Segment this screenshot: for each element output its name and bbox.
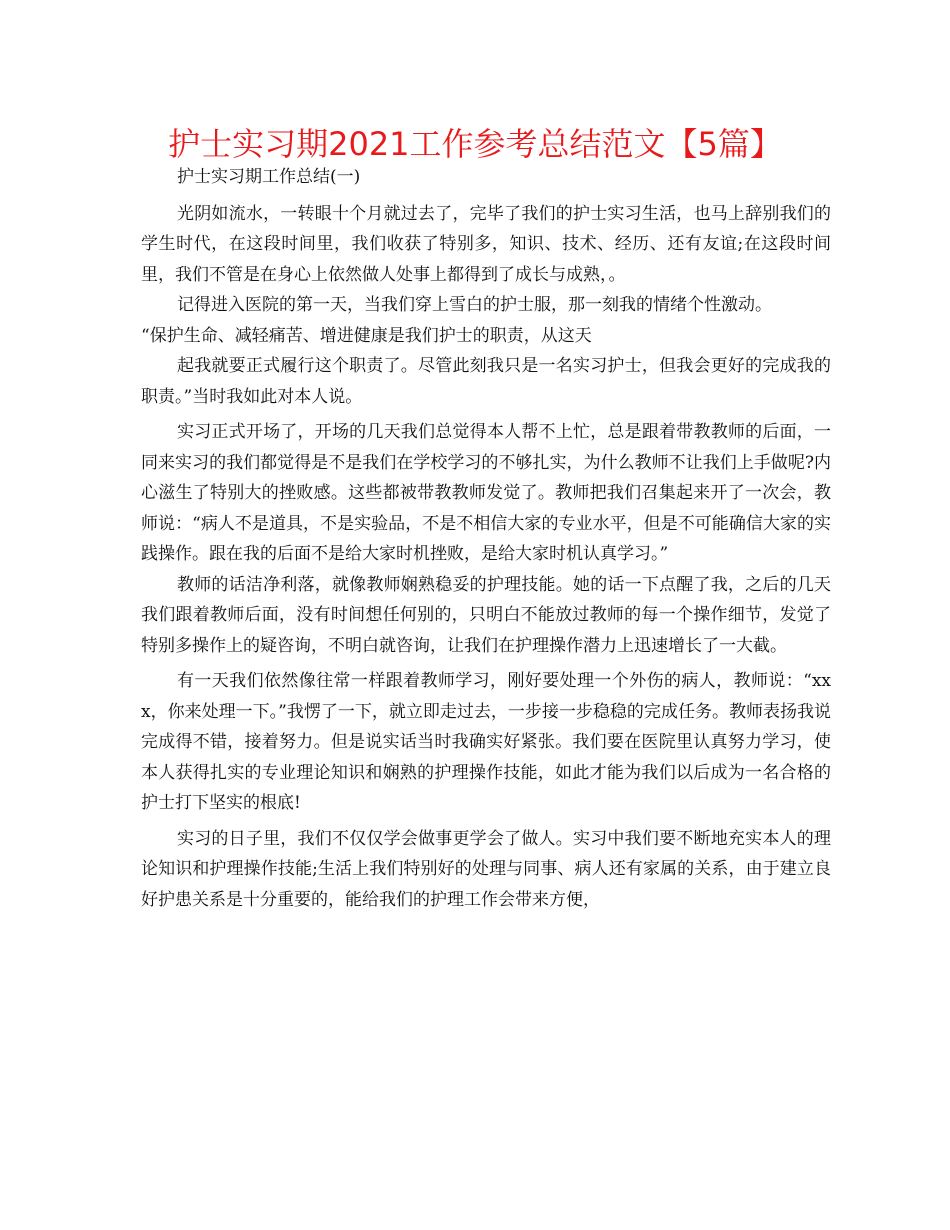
paragraph-1: 光阴如流水，一转眼十个月就过去了，完毕了我们的护士实习生活，也马上辞别我们的学生时代，在这段时间里，我们收获了特别多，知识、技术、经历、还有友谊;在这段时间里，我们不管是在身心上依然做人处事上都得到了成长与成熟，。 (141, 203, 831, 285)
paragraph-3: “保护生命、减轻痛苦、增进健康是我们护士的职责，从这天 (141, 325, 592, 346)
paragraph-8: 实习的日子里，我们不仅仅学会做事更学会了做人。实习中我们要不断地充实本人的理论知识和护理操作技能;生活上我们特别好的处理与同事、病人还有家属的关系，由于建立良好护患关系是十分重要的，能给我们的护理工作会带来方便， (141, 828, 831, 910)
paragraph-5: 实习正式开场了，开场的几天我们总觉得本人帮不上忙，总是跟着带教教师的后面，一同来实习的我们都觉得是不是我们在学校学习的不够扎实，为什么教师不让我们上手做呢?内心滋生了特别大的挫败感。这些都被带教教师发觉了。教师把我们召集起来开了一次会，教师说：“病人不是道具，不是实验品，不是不相信大家的专业水平，但是不可能确信大家的实践操作。跟在我的后面不是给大家时机挫败，是给大家时机认真学习。” (141, 422, 831, 564)
paragraph-4: 起我就要正式履行这个职责了。尽管此刻我只是一名实习护士，但我会更好的完成我的职责。”当时我如此对本人说。 (141, 356, 831, 407)
paragraph-6: 教师的话洁净利落，就像教师娴熟稳妥的护理技能。她的话一下点醒了我，之后的几天我们跟着教师后面，没有时间想任何别的，只明白不能放过教师的每一个操作细节，发觉了特别多操作上的疑咨询，不明白就咨询，让我们在护理操作潜力上迅速增长了一大截。 (141, 574, 831, 656)
section-subtitle: 护士实习期工作总结(一) (177, 167, 361, 187)
document-title: 护士实习期2021工作参考总结范文【5篇】 (168, 125, 782, 163)
document-body (141, 162, 831, 915)
paragraph-7: 有一天我们依然像往常一样跟着教师学习，刚好要处理一个外伤的病人，教师说：“xxx，你来处理一下。”我愣了一下，就立即走过去，一步接一步稳稳的完成任务。教师表扬我说完成得不错，接着努力。但是说实话当时我确实好紧张。我们要在医院里认真努力学习，使本人获得扎实的专业理论知识和娴熟的护理操作技能，如此才能为我们以后成为一名合格的护士打下坚实的根底! (141, 671, 831, 813)
paragraph-2: 记得进入医院的第一天，当我们穿上雪白的护士服，那一刻我的情绪个性激动。 (177, 295, 772, 315)
